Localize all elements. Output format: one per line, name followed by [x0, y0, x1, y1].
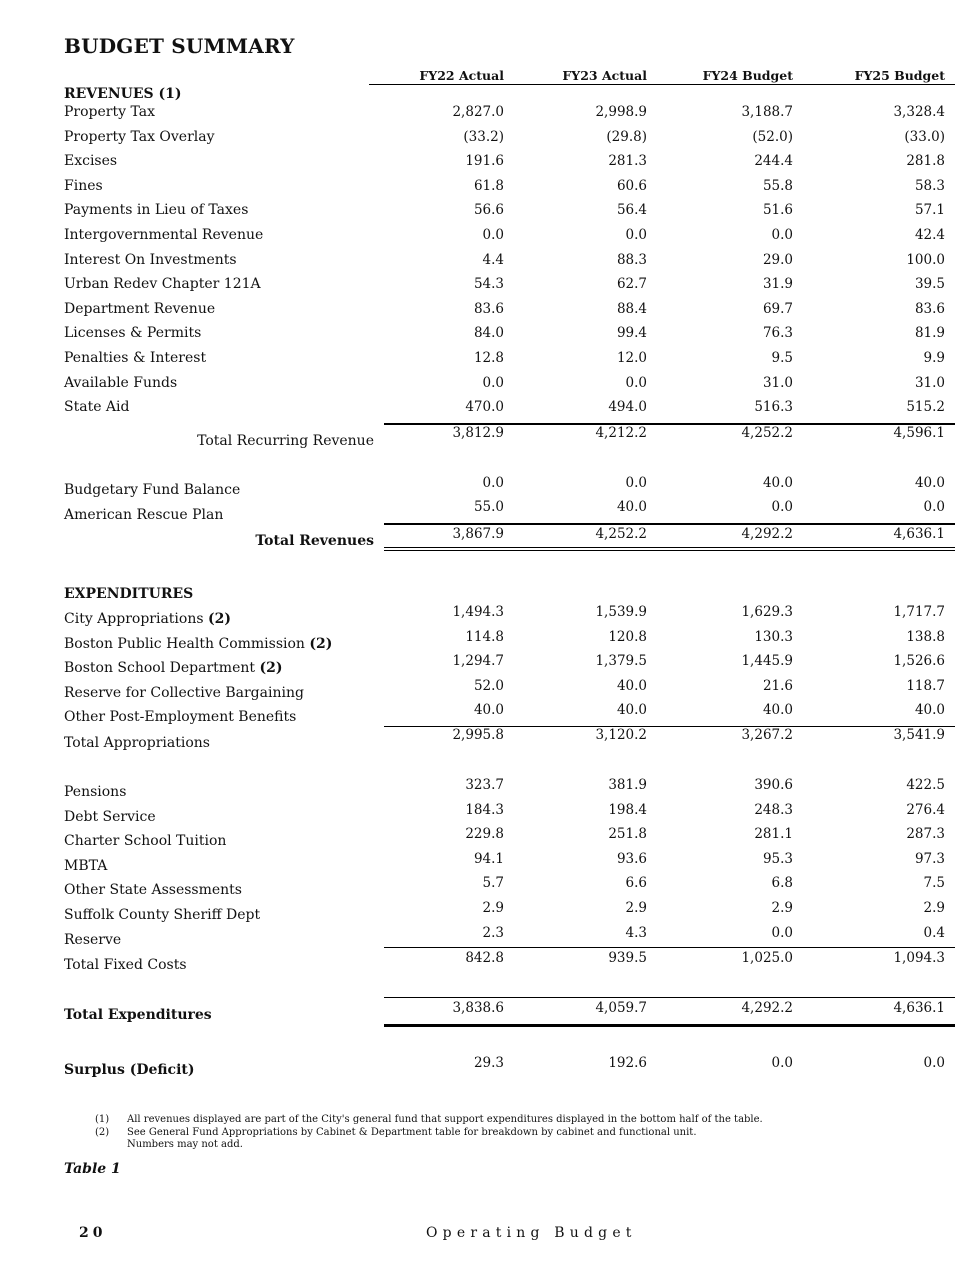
cell-value: 40.0	[914, 702, 945, 719]
row-label	[64, 660, 282, 676]
table-rule	[384, 523, 955, 525]
cell-value: 191.6	[465, 153, 504, 170]
cell-value: 0.4	[923, 924, 945, 941]
cell-value: 61.8	[473, 177, 504, 194]
cell-value: 0.0	[923, 499, 945, 515]
row-label	[64, 611, 231, 627]
cell-value: 184.3	[465, 801, 504, 818]
row-label: Payments in Lieu of Taxes	[64, 202, 249, 219]
cell-value: 1,294.7	[452, 653, 504, 670]
cell-value: 2.9	[771, 900, 793, 916]
cell-value: 88.4	[616, 300, 647, 317]
cell-value: 3,328.4	[893, 104, 945, 120]
cell-value: 40.0	[762, 475, 793, 491]
cell-value: 4,212.2	[595, 425, 647, 441]
cell-value: 81.9	[914, 325, 945, 342]
cell-value: 470.0	[465, 399, 504, 416]
row-label: Fines	[64, 177, 103, 194]
cell-value: 69.7	[762, 300, 793, 317]
cell-value: 88.3	[616, 251, 647, 268]
cell-value: 5.7	[482, 875, 504, 892]
cell-value: 83.6	[914, 300, 945, 317]
cell-value: 95.3	[762, 850, 793, 867]
cell-value: 2,998.9	[595, 104, 647, 120]
cell-value: 3,188.7	[741, 104, 793, 120]
cell-value: 0.0	[923, 1055, 945, 1071]
row-label: Property Tax	[64, 104, 155, 120]
cell-value: 29.3	[473, 1055, 504, 1071]
cell-value: 40.0	[762, 702, 793, 719]
cell-value: 1,494.3	[452, 604, 504, 620]
table-rule	[384, 997, 955, 998]
cell-value: 6.8	[771, 875, 793, 892]
cell-value: 12.8	[473, 350, 504, 366]
cell-value: 29.0	[762, 251, 793, 268]
section-heading-expenditures: EXPENDITURES	[64, 586, 194, 602]
cell-value: 0.0	[771, 924, 793, 941]
cell-value: 515.2	[906, 399, 945, 416]
cell-value: 2.9	[625, 900, 647, 916]
cell-value: 2.3	[482, 924, 504, 941]
row-label-text: Other Post-Employment Benefits	[64, 709, 297, 726]
footnote-text: Numbers may not add.	[127, 1139, 243, 1150]
cell-value: 251.8	[608, 826, 647, 843]
cell-value: 118.7	[906, 677, 945, 694]
cell-value: 54.3	[473, 276, 504, 293]
cell-value: 516.3	[754, 399, 793, 416]
cell-value: 4,252.2	[595, 526, 647, 542]
footnote-ref: (2)	[259, 660, 283, 677]
footnote-text: See General Fund Appropriations by Cabinet & Department table for breakdown by cabinet and functional unit.	[127, 1126, 697, 1138]
table-rule	[384, 1024, 955, 1027]
cell-value: 281.1	[754, 826, 793, 843]
row-label: Total Expenditures	[64, 1007, 212, 1023]
cell-value: 31.9	[762, 276, 793, 293]
total-recurring-label: Total Recurring Revenue	[197, 433, 374, 449]
row-label: Property Tax Overlay	[64, 128, 215, 145]
cell-value: 83.6	[473, 300, 504, 317]
cell-value: 248.3	[754, 801, 793, 818]
table-caption: Table 1	[64, 1161, 121, 1177]
cell-value: 97.3	[914, 850, 945, 867]
row-label: Department Revenue	[64, 300, 216, 317]
cell-value: 3,267.2	[741, 727, 793, 743]
cell-value: 281.8	[906, 153, 945, 170]
row-label: Reserve	[64, 931, 122, 948]
cell-value: 3,867.9	[452, 526, 504, 542]
cell-value: 51.6	[762, 202, 793, 219]
header-rule	[369, 84, 955, 85]
cell-value: 1,445.9	[741, 653, 793, 670]
column-header-fy23: FY23 Actual	[562, 68, 647, 83]
cell-value: 4,292.2	[741, 526, 793, 542]
cell-value: 60.6	[616, 177, 647, 194]
cell-value: 939.5	[608, 950, 647, 966]
cell-value: 0.0	[625, 374, 647, 391]
cell-value: 55.0	[473, 499, 504, 515]
row-label	[64, 709, 296, 725]
cell-value: 198.4	[608, 801, 647, 818]
cell-value: 100.0	[906, 251, 945, 268]
cell-value: 2.9	[482, 900, 504, 916]
cell-value: 99.4	[616, 325, 647, 342]
row-label: Budgetary Fund Balance	[64, 482, 241, 498]
cell-value: 0.0	[771, 499, 793, 515]
row-label: Other State Assessments	[64, 882, 242, 899]
cell-value: 0.0	[771, 1055, 793, 1071]
cell-value: 323.7	[465, 777, 504, 793]
cell-value: 1,526.6	[893, 653, 945, 670]
cell-value: 276.4	[906, 801, 945, 818]
row-label: Available Funds	[64, 374, 178, 391]
row-label: Urban Redev Chapter 121A	[64, 276, 261, 293]
cell-value: 42.4	[914, 227, 945, 243]
cell-value: 39.5	[914, 276, 945, 293]
row-label: State Aid	[64, 399, 130, 416]
cell-value: 9.9	[923, 350, 945, 366]
cell-value: 2,995.8	[452, 727, 504, 743]
cell-value: 2,827.0	[452, 104, 504, 120]
column-header-fy25: FY25 Budget	[854, 68, 945, 83]
row-label	[64, 685, 304, 701]
cell-value: 287.3	[906, 826, 945, 843]
cell-value: 9.5	[771, 350, 793, 366]
row-label: Suffolk County Sheriff Dept	[64, 907, 261, 923]
cell-value: 7.5	[923, 875, 945, 892]
row-label: Surplus (Deficit)	[64, 1062, 195, 1078]
cell-value: 57.1	[914, 202, 945, 219]
cell-value: (33.0)	[904, 128, 945, 145]
cell-value: 40.0	[473, 702, 504, 719]
cell-value: 3,838.6	[452, 1000, 504, 1016]
page-title: BUDGET SUMMARY	[64, 34, 295, 58]
cell-value: (33.2)	[463, 128, 504, 145]
cell-value: 3,541.9	[893, 727, 945, 743]
section-heading-revenues: REVENUES (1)	[64, 86, 182, 102]
cell-value: 192.6	[608, 1055, 647, 1071]
cell-value: 4,596.1	[893, 425, 945, 441]
cell-value: (29.8)	[606, 128, 647, 145]
cell-value: 52.0	[473, 677, 504, 694]
row-label: Licenses & Permits	[64, 325, 202, 342]
row-label: Excises	[64, 153, 118, 170]
row-label-text: Boston Public Health Commission	[64, 635, 305, 652]
cell-value: 94.1	[473, 850, 504, 867]
cell-value: 4,292.2	[741, 1000, 793, 1016]
cell-value: 0.0	[771, 227, 793, 243]
cell-value: 1,025.0	[741, 950, 793, 966]
cell-value: 21.6	[762, 677, 793, 694]
row-label: Interest On Investments	[64, 251, 237, 268]
row-label	[64, 636, 332, 652]
cell-value: 422.5	[906, 777, 945, 793]
row-label: Charter School Tuition	[64, 833, 227, 850]
cell-value: 4,636.1	[893, 526, 945, 542]
row-label: Intergovernmental Revenue	[64, 227, 264, 243]
row-label-text: Boston School Department	[64, 660, 255, 677]
footnote-mark: (1)	[95, 1114, 110, 1125]
column-header-fy22: FY22 Actual	[419, 68, 504, 83]
cell-value: 0.0	[482, 374, 504, 391]
table-rule	[384, 947, 955, 948]
cell-value: 4.4	[482, 251, 504, 268]
cell-value: 62.7	[616, 276, 647, 293]
cell-value: 12.0	[616, 350, 647, 366]
page-number: 20	[79, 1225, 107, 1241]
cell-value: 56.4	[616, 202, 647, 219]
cell-value: 93.6	[616, 850, 647, 867]
cell-value: 40.0	[616, 499, 647, 515]
row-label: American Rescue Plan	[64, 507, 224, 523]
cell-value: 40.0	[914, 475, 945, 491]
cell-value: 120.8	[608, 628, 647, 645]
footnote-text: All revenues displayed are part of the City's general fund that support expenditures displayed in the bottom half of the table.	[127, 1114, 763, 1125]
cell-value: 2.9	[923, 900, 945, 916]
cell-value: 3,812.9	[452, 425, 504, 441]
cell-value: 84.0	[473, 325, 504, 342]
cell-value: 494.0	[608, 399, 647, 416]
row-label-text: City Appropriations	[64, 611, 204, 627]
cell-value: 1,717.7	[893, 604, 945, 620]
row-label: MBTA	[64, 857, 108, 874]
cell-value: 58.3	[914, 177, 945, 194]
footnote-ref: (2)	[208, 611, 231, 627]
column-header-fy24: FY24 Budget	[702, 68, 793, 83]
row-label: Pensions	[64, 784, 127, 800]
cell-value: 4,636.1	[893, 1000, 945, 1016]
cell-value: 0.0	[625, 227, 647, 243]
row-label-text: Reserve for Collective Bargaining	[64, 684, 304, 701]
total-revenues-label: Total Revenues	[255, 533, 374, 549]
cell-value: 390.6	[754, 777, 793, 793]
cell-value: 1,379.5	[595, 653, 647, 670]
cell-value: 40.0	[616, 677, 647, 694]
cell-value: 842.8	[465, 950, 504, 966]
cell-value: 1,094.3	[893, 950, 945, 966]
row-label: Total Appropriations	[64, 735, 210, 751]
cell-value: 6.6	[625, 875, 647, 892]
cell-value: 4,252.2	[741, 425, 793, 441]
cell-value: 4.3	[625, 924, 647, 941]
footer-title: Operating Budget	[426, 1225, 637, 1241]
cell-value: 1,539.9	[595, 604, 647, 620]
cell-value: 244.4	[754, 153, 793, 170]
cell-value: 31.0	[762, 374, 793, 391]
cell-value: 0.0	[482, 227, 504, 243]
cell-value: 56.6	[473, 202, 504, 219]
table-rule	[384, 547, 955, 551]
footnote-ref: (2)	[309, 635, 333, 652]
cell-value: 130.3	[754, 628, 793, 645]
cell-value: 3,120.2	[595, 727, 647, 743]
cell-value: 1,629.3	[741, 604, 793, 620]
cell-value: 281.3	[608, 153, 647, 170]
cell-value: 55.8	[762, 177, 793, 194]
cell-value: 76.3	[762, 325, 793, 342]
cell-value: 0.0	[625, 475, 647, 491]
cell-value: 381.9	[608, 777, 647, 793]
cell-value: 138.8	[906, 628, 945, 645]
cell-value: 40.0	[616, 702, 647, 719]
cell-value: 31.0	[914, 374, 945, 391]
row-label: Total Fixed Costs	[64, 957, 187, 973]
cell-value: (52.0)	[752, 128, 793, 145]
footnote-mark: (2)	[95, 1126, 110, 1138]
row-label: Penalties & Interest	[64, 350, 207, 366]
row-label: Debt Service	[64, 808, 156, 825]
cell-value: 229.8	[465, 826, 504, 843]
cell-value: 4,059.7	[595, 1000, 647, 1016]
cell-value: 0.0	[482, 475, 504, 491]
cell-value: 114.8	[465, 628, 504, 645]
